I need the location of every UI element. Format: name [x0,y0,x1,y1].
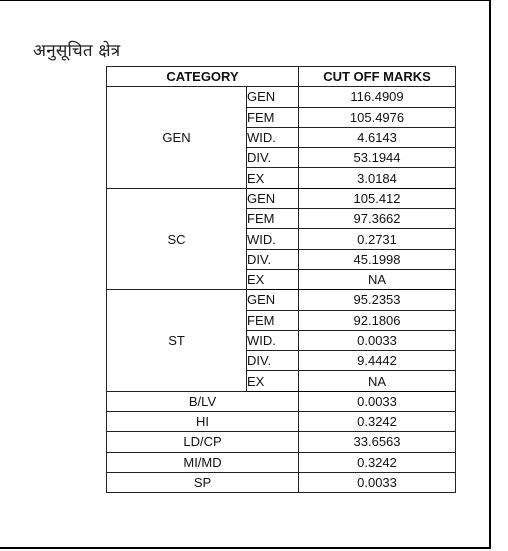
category-cell-st: ST [107,290,247,391]
special-category-cell: MI/MD [107,452,299,472]
cutoff-value-cell: 95.2353 [299,290,456,310]
cutoff-value-cell: 9.4442 [299,351,456,371]
subcategory-cell: DIV. [247,148,299,168]
subcategory-cell: EX [247,168,299,188]
cutoff-value-cell: 105.412 [299,188,456,208]
cutoff-value-cell: 53.1944 [299,148,456,168]
category-cell-sc: SC [107,188,247,289]
table-row [107,188,456,208]
special-category-cell: HI [107,412,299,432]
cutoff-value-cell: 45.1998 [299,249,456,269]
subcategory-cell: WID. [247,127,299,147]
category-cell-gen: GEN [107,87,247,188]
cutoff-value-cell: 3.0184 [299,168,456,188]
special-category-cell: LD/CP [107,432,299,452]
header-cutoff-marks: CUT OFF MARKS [299,67,456,87]
header-category: CATEGORY [107,67,299,87]
cutoff-value-cell: 0.3242 [299,452,456,472]
subcategory-cell: FEM [247,209,299,229]
table-row [107,432,456,452]
subcategory-cell: WID. [247,330,299,350]
table-row [107,391,456,411]
header-row [107,67,456,87]
cutoff-value-cell: 33.6563 [299,432,456,452]
cutoff-value-cell: 0.2731 [299,229,456,249]
subcategory-cell: EX [247,269,299,289]
cutoff-value-cell: 0.0033 [299,472,456,492]
subcategory-cell: EX [247,371,299,391]
table-row [107,452,456,472]
subcategory-cell: WID. [247,229,299,249]
cutoff-value-cell: 0.0033 [299,391,456,411]
subcategory-cell: FEM [247,107,299,127]
table-row [107,472,456,492]
table-row [107,290,456,310]
special-category-cell: SP [107,472,299,492]
subcategory-cell: DIV. [247,351,299,371]
table-row [107,87,456,107]
page-heading: अनुसूचित क्षेत्र [33,41,121,61]
cutoff-table [106,66,456,493]
subcategory-cell: FEM [247,310,299,330]
cutoff-value-cell: 116.4909 [299,87,456,107]
cutoff-value-cell: NA [299,371,456,391]
subcategory-cell: GEN [247,188,299,208]
cutoff-value-cell: 92.1806 [299,310,456,330]
cutoff-value-cell: 4.6143 [299,127,456,147]
subcategory-cell: GEN [247,290,299,310]
cutoff-value-cell: NA [299,269,456,289]
cutoff-value-cell: 97.3662 [299,209,456,229]
cutoff-value-cell: 0.0033 [299,330,456,350]
cutoff-value-cell: 0.3242 [299,412,456,432]
subcategory-cell: DIV. [247,249,299,269]
subcategory-cell: GEN [247,87,299,107]
special-category-cell: B/LV [107,391,299,411]
table-row [107,412,456,432]
cutoff-value-cell: 105.4976 [299,107,456,127]
